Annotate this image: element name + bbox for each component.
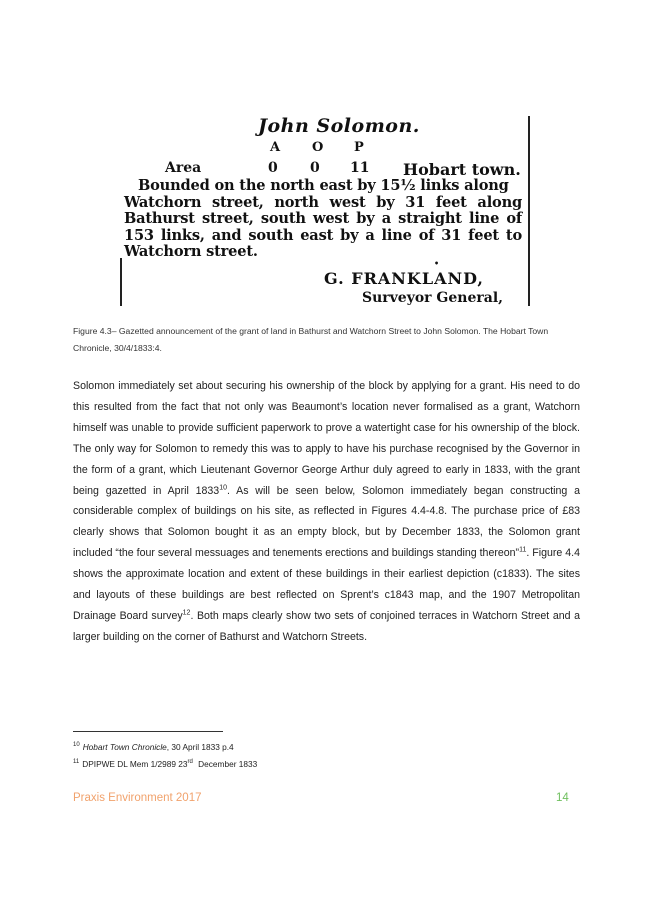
clipping-right-rule [528, 116, 530, 306]
page-number: 14 [556, 792, 569, 804]
footnote-ref-12[interactable]: 12 [182, 609, 191, 617]
clipping-body [124, 178, 522, 261]
clipping-signature-name: G. FRANKLAND, [324, 269, 484, 288]
clipping-body-text: Watchorn street, north west by 31 feet along Bathurst street, south west by a straight line of 153 links, and south east by a line of 31 feet to Watchorn street. [124, 193, 522, 261]
footer-organisation: Praxis Environment 2017 [73, 792, 202, 804]
paragraph-part-4: . Both maps clearly show two sets of conjoined terraces in Watchorn Street and a larger building on the corner of Bathurst and Watchorn Streets. [73, 609, 580, 643]
footnote-separator [73, 731, 223, 732]
clipping-dot: • [434, 258, 440, 268]
clipping-name: John Solomon. [258, 115, 420, 137]
footnote-ref-11[interactable]: 11 [519, 546, 527, 554]
footnote-text: , 30 April 1833 p.4 [166, 742, 234, 752]
footnote-10 [73, 742, 234, 752]
clipping-header-o: O [312, 140, 324, 155]
newspaper-clipping [118, 112, 534, 312]
clipping-area-o: 0 [310, 160, 320, 176]
footnote-text: DPIPWE DL Mem 1/2989 23 [82, 759, 188, 769]
clipping-area-a: 0 [268, 160, 278, 176]
footnote-11 [73, 759, 257, 769]
footnote-ref-10[interactable]: 10 [219, 484, 227, 491]
paragraph-part-2: . As will be seen below, Solomon immediately began constructing a considerable complex of buildings on his site, as reflected in Figures 4.4-4.8. The purchase price of £83 clearly shows that Solomon bought it as an empty block, but by December 1833, the Solomon grant included “the four several messuages and tenements erections and buildings standing thereon” [73, 484, 580, 560]
clipping-left-rule [120, 258, 122, 306]
clipping-signature-title: Surveyor General, [362, 290, 504, 306]
figure-caption: Figure 4.3– Gazetted announcement of the grant of land in Bathurst and Watchorn Street to John Solomon. The Hobart Town Chronicle, 30/4/1833:4. [73, 326, 549, 353]
clipping-area-label: Area [165, 160, 202, 176]
footnote-number: 11 [73, 759, 80, 766]
footnote-source-title: Hobart Town Chronicle [82, 742, 167, 752]
clipping-header-a: A [270, 140, 281, 155]
clipping-body-first-line: Bounded on the north east by 15½ links along [138, 177, 509, 194]
footnote-ordinal: rd [187, 759, 193, 766]
paragraph-part-1: Solomon immediately set about securing his ownership of the block by applying for a grant. His need to do this resulted from the fact that not only was Beaumont’s location never formalised as a grant, Watchorn himself was unable to provide sufficient paperwork to prove a watertight case for his ownership of the block. The only way for Solomon to remedy this was to apply to have his purchase recognised by the Governor in the form of a grant, which Lieutenant Governor George Arthur duly agreed to early in 1833, with the grant being gazetted in April 1833 [73, 380, 580, 497]
clipping-area-p: 11 [350, 160, 370, 176]
clipping-place: Hobart town. [403, 160, 521, 179]
body-paragraph [73, 376, 580, 648]
footnote-number: 10 [73, 742, 80, 749]
clipping-header-p: P [354, 140, 364, 155]
paragraph-part-3: . Figure 4.4 shows the approximate location and extent of these buildings in their earliest depiction (c1833). The sites and layouts of these buildings are best reflected on Sprent’s c1843 map, and the 1907 Metropolitan Drainage Board survey [73, 547, 580, 622]
footnote-text-end: December 1833 [195, 759, 258, 769]
